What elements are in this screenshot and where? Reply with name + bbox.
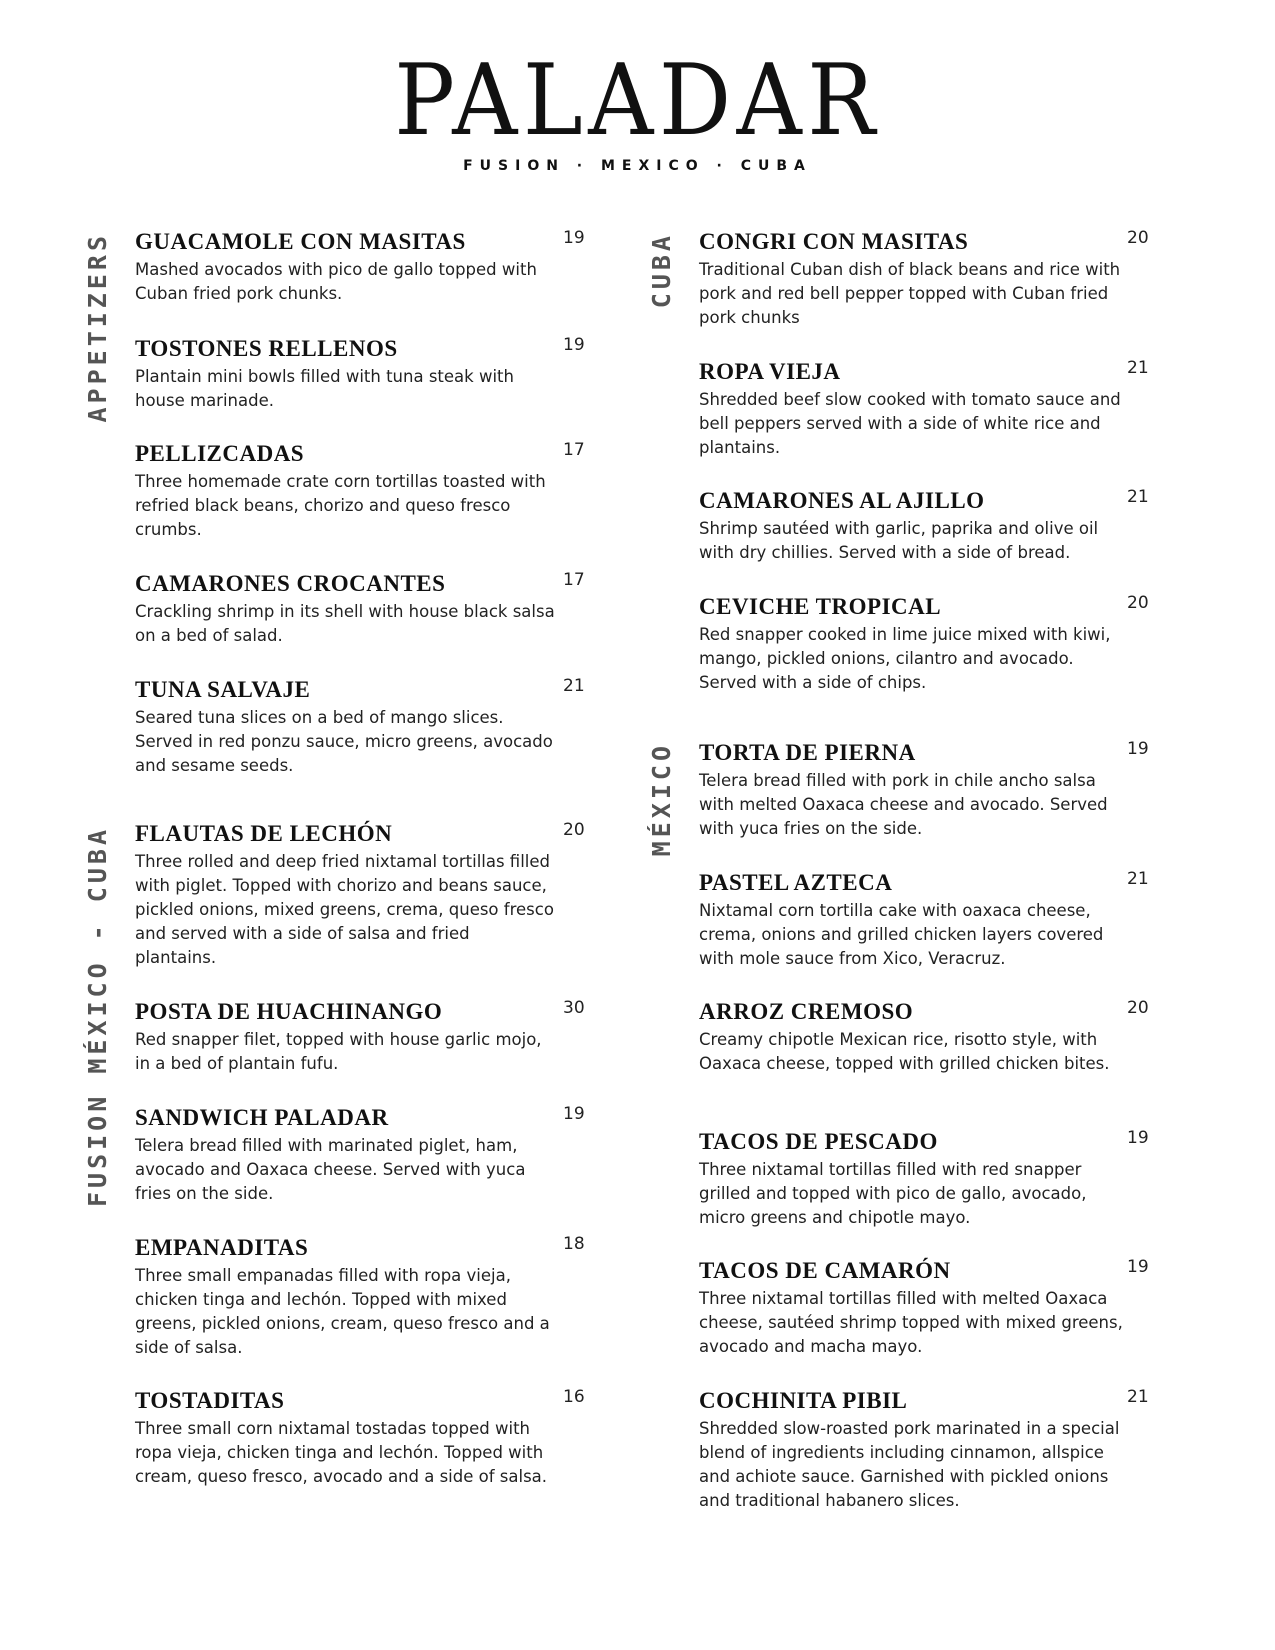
menu-item (135, 1387, 555, 1489)
menu-item-description: Telera bread filled with marinated piglet, ham, avocado and Oaxaca cheese. Served with yuca fries on the side. (135, 1136, 526, 1203)
menu-item-description: Creamy chipotle Mexican rice, risotto style, with Oaxaca cheese, topped with grilled chicken bites. (699, 1030, 1110, 1073)
menu-item-name: GUACAMOLE CON MASITAS (135, 229, 466, 254)
section-label-fusion: FUSION MÉXICO - CUBA (83, 826, 112, 1208)
menu-item-price: 21 (1127, 1387, 1149, 1407)
menu-item-name: TACOS DE CAMARÓN (699, 1258, 951, 1283)
menu-item-price: 21 (563, 676, 585, 696)
menu-item-price: 19 (563, 228, 585, 248)
menu-item-name: CEVICHE TROPICAL (699, 594, 942, 619)
menu-item-description: Shredded slow-roasted pork marinated in a special blend of ingredients including cinnamon, allspice and achiote sauce. Garnished with pickled onions and traditional habanero slices. (699, 1419, 1120, 1510)
menu-item (699, 593, 1124, 695)
menu-item-description: Shredded beef slow cooked with tomato sauce and bell peppers served with a side of white rice and plantains. (699, 390, 1121, 457)
menu-item-price: 19 (563, 335, 585, 355)
menu-item-name: TORTA DE PIERNA (699, 740, 916, 765)
menu-item-name: CONGRI CON MASITAS (699, 229, 969, 254)
menu-item-description: Red snapper cooked in lime juice mixed with kiwi, mango, pickled onions, cilantro and avocado. Served with a side of chips. (699, 625, 1111, 692)
menu-item-description: Nixtamal corn tortilla cake with oaxaca cheese, crema, onions and grilled chicken layers covered with mole sauce from Xico, Veracruz. (699, 901, 1104, 968)
menu-item-name: COCHINITA PIBIL (699, 1388, 908, 1413)
menu-item-description: Three nixtamal tortillas filled with red snapper grilled and topped with pico de gallo, avocado, micro greens and chipotle mayo. (699, 1160, 1087, 1227)
menu-item (135, 228, 555, 306)
section-label-mexico: MÉXICO (647, 742, 676, 857)
menu-item-name: FLAUTAS DE LECHÓN (135, 821, 393, 846)
menu-item-price: 21 (1127, 869, 1149, 889)
menu-item (699, 1128, 1124, 1230)
brand-logo: PALADAR (394, 44, 881, 158)
menu-item (135, 820, 555, 970)
menu-item (699, 1257, 1124, 1359)
menu-item-name: SANDWICH PALADAR (135, 1105, 389, 1130)
menu-item-name: TOSTADITAS (135, 1388, 285, 1413)
menu-item (135, 676, 555, 778)
menu-item-price: 21 (1127, 487, 1149, 507)
menu-item-description: Crackling shrimp in its shell with house black salsa on a bed of salad. (135, 602, 555, 645)
menu-item (699, 739, 1124, 841)
menu-item (135, 1104, 555, 1206)
menu-item-price: 20 (1127, 998, 1149, 1018)
menu-item-price: 20 (1127, 228, 1149, 248)
menu-item-description: Plantain mini bowls filled with tuna steak with house marinade. (135, 367, 514, 410)
tagline: FUSION · MEXICO · CUBA (463, 158, 812, 174)
menu-item (699, 358, 1124, 460)
menu-item-price: 19 (1127, 739, 1149, 759)
menu-item-price: 16 (563, 1387, 585, 1407)
menu-item (135, 335, 555, 413)
menu-item-name: POSTA DE HUACHINANGO (135, 999, 443, 1024)
menu-item (135, 570, 555, 648)
menu-item-price: 20 (563, 820, 585, 840)
menu-item (699, 487, 1124, 565)
section-label-cuba: CUBA (647, 232, 676, 309)
menu-item-name: TUNA SALVAJE (135, 677, 311, 702)
menu-item-name: ROPA VIEJA (699, 359, 841, 384)
menu-item (699, 998, 1124, 1076)
menu-item-price: 19 (563, 1104, 585, 1124)
menu-item-name: PASTEL AZTECA (699, 870, 893, 895)
menu-item-description: Telera bread filled with pork in chile ancho salsa with melted Oaxaca cheese and avocado. Served with yuca fries on the side. (699, 771, 1108, 838)
menu-item-price: 21 (1127, 358, 1149, 378)
menu-item-name: ARROZ CREMOSO (699, 999, 914, 1024)
menu-item-name: TOSTONES RELLENOS (135, 336, 398, 361)
menu-item-description: Traditional Cuban dish of black beans and rice with pork and red bell pepper topped with Cuban fried pork chunks (699, 260, 1121, 327)
menu-item-description: Seared tuna slices on a bed of mango slices. Served in red ponzu sauce, micro greens, avocado and sesame seeds. (135, 708, 553, 775)
menu-item (135, 998, 555, 1076)
menu-item-description: Three nixtamal tortillas filled with melted Oaxaca cheese, sautéed shrimp topped with mixed greens, avocado and macha mayo. (699, 1289, 1123, 1356)
menu-item-description: Shrimp sautéed with garlic, paprika and olive oil with dry chillies. Served with a side of bread. (699, 519, 1099, 562)
menu-item-description: Three homemade crate corn tortillas toasted with refried black beans, chorizo and queso fresco crumbs. (135, 472, 546, 539)
menu-item-price: 30 (563, 998, 585, 1018)
menu-item-name: TACOS DE PESCADO (699, 1129, 938, 1154)
menu-item (135, 1234, 555, 1360)
menu-item (699, 228, 1124, 330)
menu-item-price: 18 (563, 1234, 585, 1254)
menu-item-description: Three small corn nixtamal tostadas topped with ropa vieja, chicken tinga and lechón. Topped with cream, queso fresco, avocado and a side of salsa. (135, 1419, 548, 1486)
menu-item-name: PELLIZCADAS (135, 441, 305, 466)
menu-item-name: CAMARONES CROCANTES (135, 571, 446, 596)
menu-item-name: CAMARONES AL AJILLO (699, 488, 985, 513)
menu-item-description: Three rolled and deep fried nixtamal tortillas filled with piglet. Topped with chorizo and beans sauce, pickled onions, mixed greens, crema, queso fresco and served with a side of salsa and fried plantains. (135, 852, 554, 967)
menu-item-description: Red snapper filet, topped with house garlic mojo, in a bed of plantain fufu. (135, 1030, 542, 1073)
menu-item-price: 20 (1127, 593, 1149, 613)
menu-item-description: Three small empanadas filled with ropa vieja, chicken tinga and lechón. Topped with mixed greens, pickled onions, cream, queso fresco and a side of salsa. (135, 1266, 550, 1357)
menu-item-description: Mashed avocados with pico de gallo topped with Cuban fried pork chunks. (135, 260, 537, 303)
menu-item-price: 17 (563, 440, 585, 460)
menu-item-price: 19 (1127, 1128, 1149, 1148)
menu-item (699, 869, 1124, 971)
menu-item (699, 1387, 1124, 1513)
menu-item-price: 19 (1127, 1257, 1149, 1277)
menu-item-price: 17 (563, 570, 585, 590)
menu-item-name: EMPANADITAS (135, 1235, 309, 1260)
menu-item (135, 440, 555, 542)
section-label-appetizers: APPETIZERS (83, 232, 112, 423)
